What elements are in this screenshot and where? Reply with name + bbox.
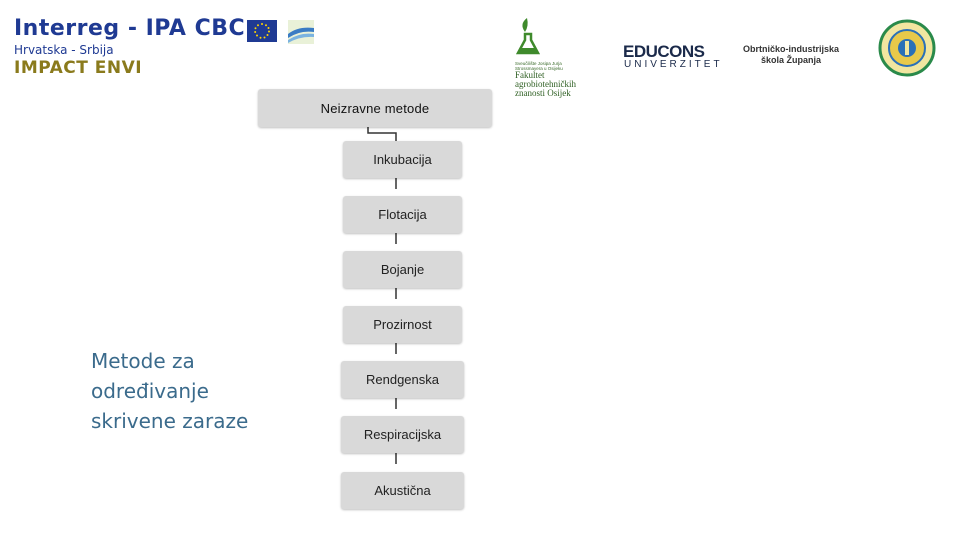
obrt-school-name: Obrtničko-industrijska škola Županja: [742, 44, 840, 65]
faculty-university: Sveučilište Josipa Jurja Strossmayera u Osijeku: [515, 61, 563, 71]
educons-name: EDUCONS: [623, 42, 705, 61]
method-node: Akustična: [341, 472, 464, 509]
side-label-line: određivanje: [91, 379, 209, 403]
faculty-name: Fakultet agrobiotehničkih znanosti Osijek: [515, 70, 576, 98]
side-label: [91, 346, 248, 436]
method-node: Respiracijska: [341, 416, 464, 453]
root-node: Neizravne metode: [258, 89, 492, 127]
method-node: Flotacija: [343, 196, 462, 233]
side-label-line: skrivene zaraze: [91, 409, 249, 433]
educons-sub: UNIVERZITET: [624, 59, 723, 70]
side-label-line: Metode za: [91, 349, 195, 373]
interreg-subtitle: Hrvatska - Srbija: [14, 43, 114, 57]
method-node: Bojanje: [343, 251, 462, 288]
method-node: Prozirnost: [343, 306, 462, 343]
project-name: IMPACT ENVI: [14, 58, 143, 78]
method-node: Inkubacija: [343, 141, 462, 178]
method-node: Rendgenska: [341, 361, 464, 398]
interreg-title: Interreg - IPA CBC: [14, 16, 246, 41]
